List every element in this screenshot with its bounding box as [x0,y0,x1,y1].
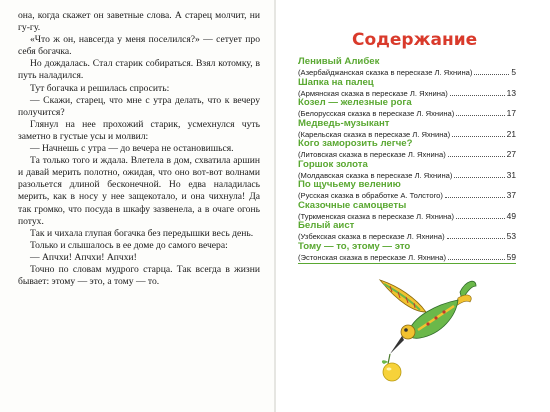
dot-leader [454,177,504,178]
toc-bottom-rule [298,263,516,264]
dot-leader [474,74,509,75]
toc-page-number[interactable]: 49 [506,210,516,221]
table-of-contents [298,57,516,262]
toc-entry[interactable] [298,201,516,222]
toc-entry[interactable] [298,78,516,99]
story-paragraph: «Что ж он, навсегда у меня поселился?» — сетует про себя богачка. [18,34,260,58]
toc-entry-title[interactable]: По щучьему велению [298,179,401,190]
toc-entry[interactable] [298,139,516,160]
toc-page-number[interactable]: 5 [511,67,516,77]
dot-leader [445,197,505,198]
story-paragraph: — Начнешь с утра — до вечера не остановишься. [30,143,234,155]
story-paragraph: — Апчхи! Апчхи! Апчхи! [30,251,137,263]
story-paragraph: Точно по словам мудрого старца. Так всегда в жизни бывает: этому — это, а тому — то. [18,263,260,288]
toc-page-number[interactable]: 59 [506,251,516,262]
toc-entry-source: (Туркменская сказка в пересказе Л. Яхнина) [298,211,455,221]
toc-entry-title[interactable]: Сказочные самоцветы [298,199,407,211]
toc-entry[interactable] [298,180,516,201]
toc-entry[interactable] [298,119,516,140]
toc-entry-source: (Узбекская сказка в пересказе Л. Яхнина) [298,232,445,241]
toc-page-number[interactable]: 53 [506,231,516,241]
bird-beak [390,336,404,354]
story-paragraph: Глянул на нее прохожий старик, усмехнулся чуть заметно в густые усы и молвил: [18,118,260,142]
dot-leader [456,115,504,116]
story-paragraph: Но дождалась. Стал старик собираться. Взял котомку, в путь наладился. [18,58,260,82]
toc-page-number[interactable]: 37 [506,190,516,200]
story-paragraph: — Скажи, старец, что мне с утра делать, что к вечеру получится? [18,94,260,118]
toc-page-number[interactable]: 21 [506,128,516,139]
toc-entry-source: (Русская сказка в обработке А. Толстого) [298,191,443,200]
toc-page-number[interactable]: 27 [506,149,516,159]
dot-leader [447,238,505,239]
toc-entry-title[interactable]: Медведь-музыкант [298,117,390,129]
toc-entry-title[interactable]: Тому — то, этому — это [298,240,411,252]
dot-leader [448,259,505,260]
bird-head [401,325,415,339]
toc-entry-title[interactable]: Шапка на палец [298,76,374,88]
dot-leader [452,136,505,137]
toc-page-number[interactable]: 31 [506,169,516,180]
toc-entry[interactable] [298,57,516,78]
toc-entry[interactable] [298,221,516,242]
contents-heading: Содержание [352,30,478,50]
story-paragraph: Так и чихала глупая богачка без передышки весь день. [30,227,254,239]
toc-entry-source: (Молдавская сказка в пересказе Л. Яхнина) [298,170,453,180]
story-paragraph: Только и слышалось в ее доме до самого вечера: [30,239,228,251]
dot-leader [450,95,505,96]
toc-page-number[interactable]: 17 [506,108,516,118]
toc-entry-source: (Азербайджанская сказка в пересказе Л. Яхнина) [298,68,473,77]
toc-entry-title[interactable]: Горшок золота [298,158,368,170]
toc-entry-title[interactable]: Ленивый Алибек [298,56,380,67]
toc-entry-source: (Литовская сказка в пересказе Л. Яхнина) [298,150,446,159]
toc-entry-source: (Карельская сказка в пересказе Л. Яхнина) [298,129,451,139]
bird-with-apple-illustration [368,272,478,382]
toc-entry-title[interactable]: Козел — железные рога [298,97,412,108]
story-paragraph: Та только того и ждала. Влетела в дом, схватила аршин и давай мерить полотно, ожидая, что оно вот-вот волнами разольется длиной бесконечной. Но едва наладилась мерить, как в носу у нее защекотало, и она чихнула! Да так громко, что посуда в шкафу зазвенела, а в очаге огонь потух. [18,155,260,227]
story-text [18,10,260,288]
toc-entry[interactable] [298,98,516,119]
toc-entry-source: (Белорусская сказка в пересказе Л. Яхнина) [298,109,455,118]
dot-leader [456,218,505,219]
story-paragraph: она, когда скажет он заветные слова. А старец молчит, ни гу-гу. [18,10,260,34]
toc-entry-source: (Армянская сказка в пересказе Л. Яхнина) [298,88,448,98]
toc-entry-source: (Эстонская сказка в пересказе Л. Яхнина) [298,252,446,262]
apple-icon [383,363,401,381]
toc-entry-title[interactable]: Кого заморозить легче? [298,138,413,149]
bird-eye [404,328,408,332]
story-paragraph: Тут богачка и решилась спросить: [30,82,170,94]
toc-entry-title[interactable]: Белый аист [298,220,355,231]
toc-entry[interactable] [298,242,516,263]
dot-leader [448,156,505,157]
toc-page-number[interactable]: 13 [506,87,516,98]
toc-entry[interactable] [298,160,516,181]
